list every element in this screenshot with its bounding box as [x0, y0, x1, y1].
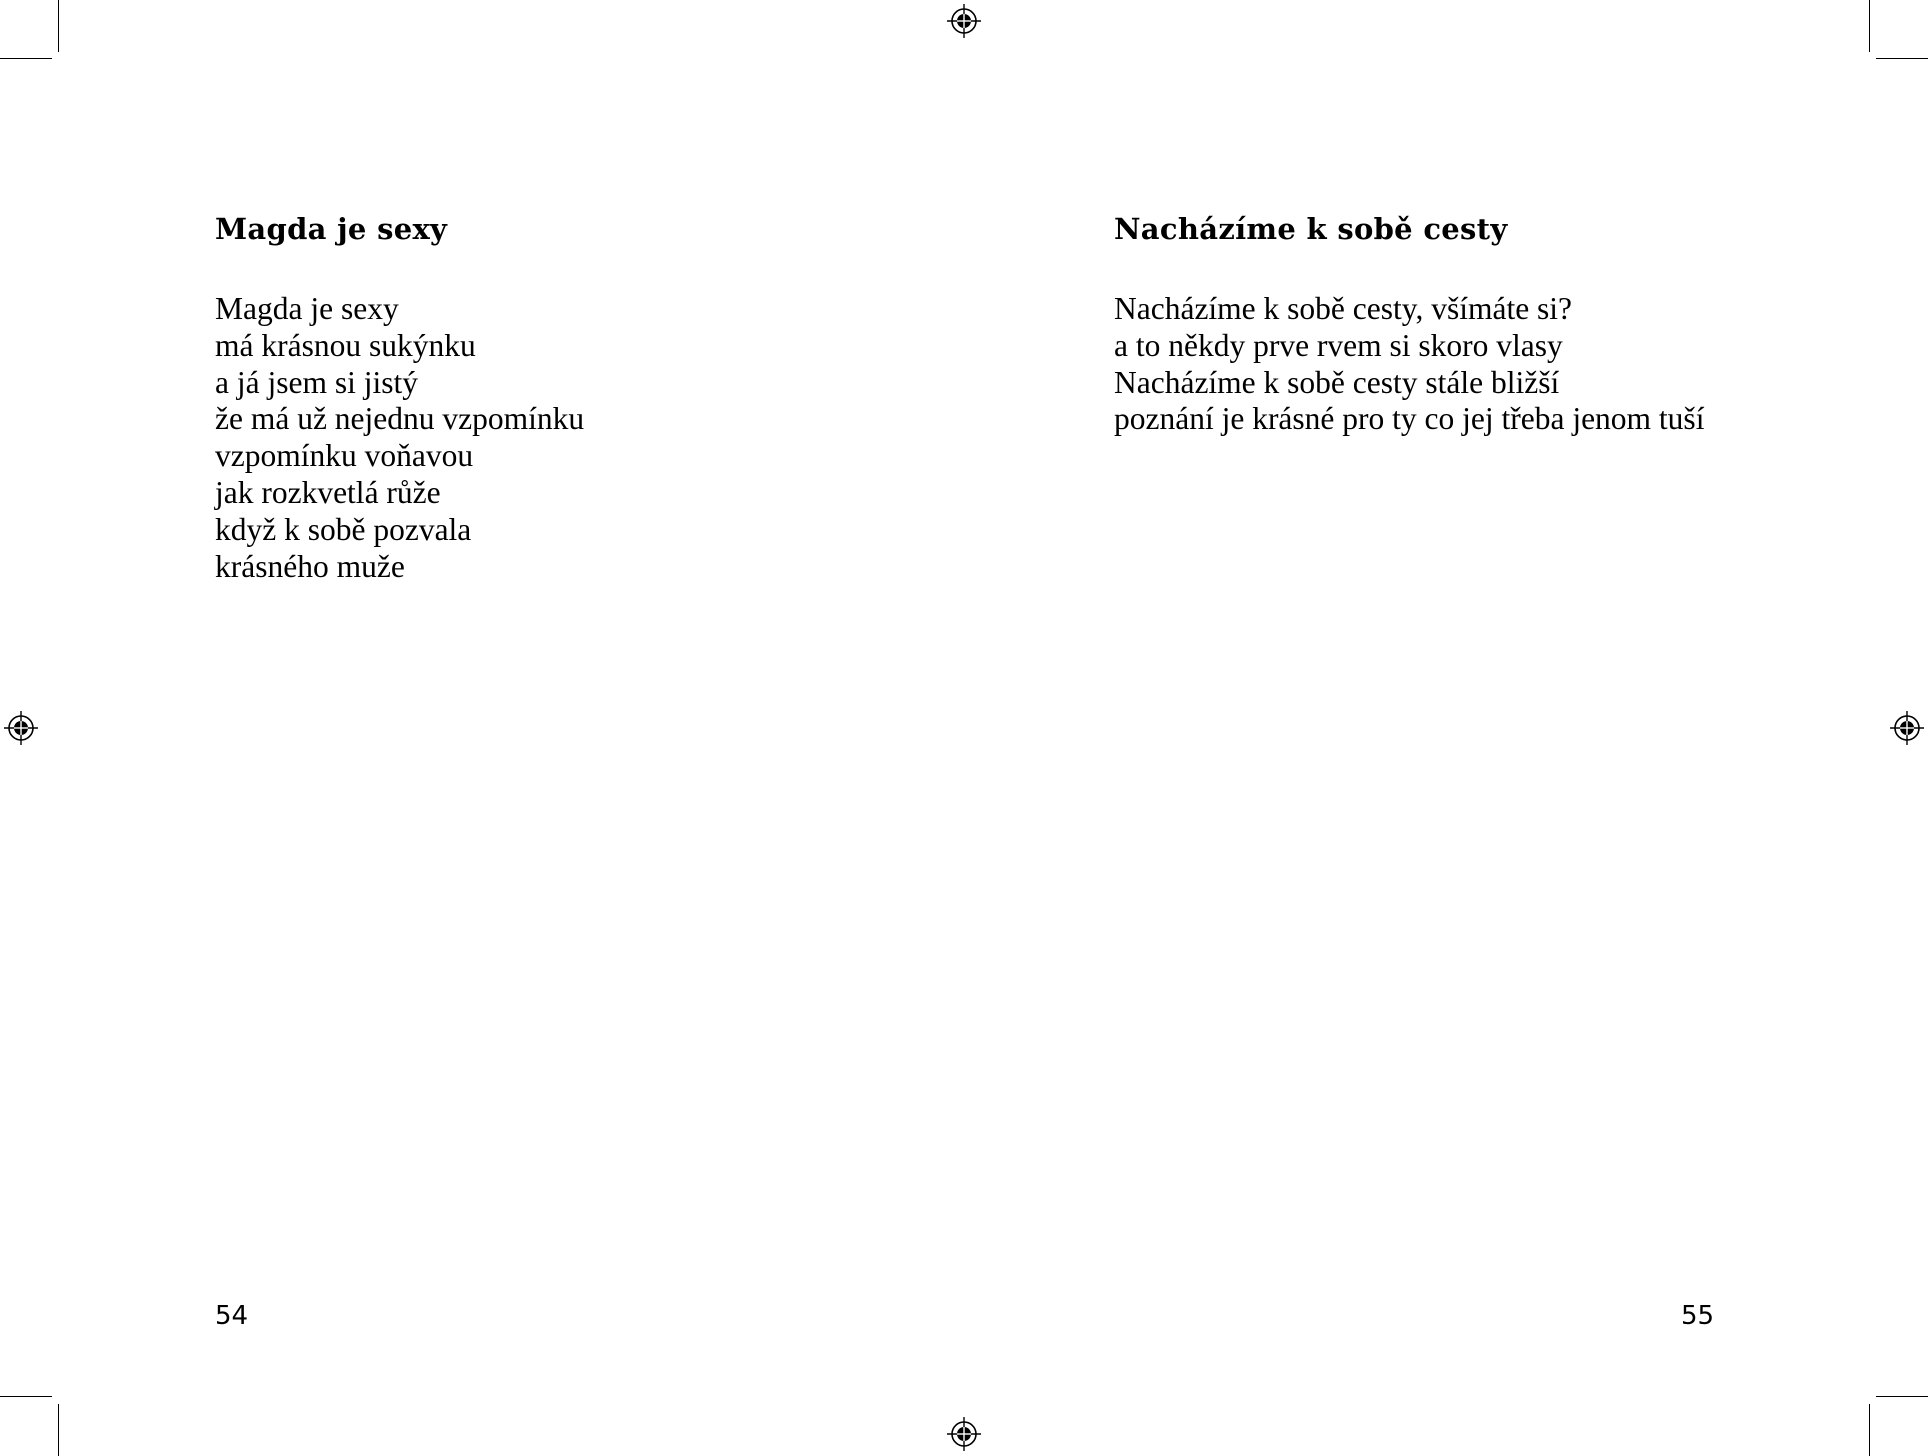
page-number: 55	[1681, 1301, 1715, 1331]
poem-right	[1114, 205, 1704, 438]
crop-mark	[58, 0, 59, 52]
poem-line: Magda je sexy	[215, 291, 399, 326]
poem-body	[215, 291, 584, 585]
poem-line: jak rozkvetlá růže	[215, 474, 441, 510]
poem-title: Magda je sexy	[215, 212, 448, 246]
crop-mark	[1876, 1396, 1928, 1397]
poem-line: a to někdy prve rvem si skoro vlasy	[1114, 327, 1563, 363]
poem-line: vzpomínku voňavou	[215, 438, 474, 474]
right-page	[964, 0, 1928, 1456]
poem-line: Nacházíme k sobě cesty stále bližší	[1114, 364, 1560, 400]
registration-mark-icon	[947, 1417, 981, 1451]
crop-mark	[0, 1396, 52, 1397]
poem-line: a já jsem si jistý	[215, 364, 418, 400]
poem-line: když k sobě pozvala	[215, 511, 472, 547]
poem-left	[215, 205, 584, 585]
crop-mark	[1869, 1404, 1870, 1456]
poem-title: Nacházíme k sobě cesty	[1114, 212, 1508, 246]
registration-mark-icon	[1890, 711, 1924, 745]
poem-line: krásného muže	[215, 548, 405, 584]
poem-line: má krásnou sukýnku	[215, 327, 476, 363]
registration-mark-icon	[947, 4, 981, 38]
crop-mark	[0, 58, 52, 59]
crop-mark	[58, 1404, 59, 1456]
poem-line: poznání je krásné pro ty co jej třeba jenom tuší	[1114, 401, 1705, 437]
poem-line: Nacházíme k sobě cesty, všímáte si?	[1114, 291, 1573, 326]
registration-mark-icon	[4, 711, 38, 745]
poem-body	[1114, 291, 1704, 438]
page-number: 54	[215, 1301, 249, 1331]
poem-line: že má už nejednu vzpomínku	[215, 401, 585, 437]
crop-mark	[1876, 58, 1928, 59]
crop-mark	[1869, 0, 1870, 52]
